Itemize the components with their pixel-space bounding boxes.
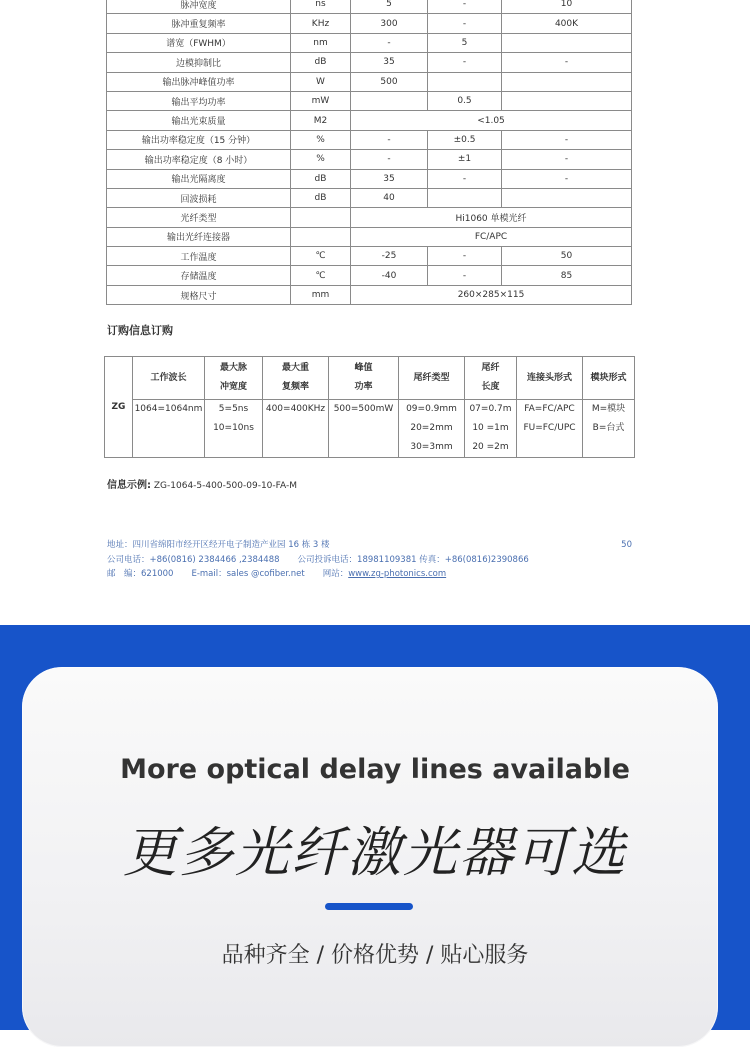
spec-unit: KHz — [291, 14, 351, 33]
spec-max — [502, 91, 632, 110]
spec-row — [107, 53, 632, 72]
spec-param: 光纤类型 — [107, 208, 291, 227]
spec-value-span: FC/APC — [351, 227, 632, 246]
order-option: 1064=1064nm — [134, 404, 203, 414]
order-header-connector: 连接头形式 — [517, 357, 583, 400]
spec-param: 输出脉冲峰值功率 — [107, 72, 291, 91]
footer-email: E-mail：sales @cofiber.net — [191, 569, 305, 579]
order-table — [104, 356, 635, 458]
spec-param: 脉冲宽度 — [107, 0, 291, 14]
spec-param: 输出平均功率 — [107, 91, 291, 110]
order-option: 07=0.7m — [469, 404, 512, 414]
order-wavelength — [133, 400, 205, 458]
spec-value-span: 260×285×115 — [351, 285, 632, 304]
spec-typ: 5 — [428, 33, 502, 52]
spec-param: 输出功率稳定度（8 小时） — [107, 150, 291, 169]
order-values-row — [105, 400, 635, 458]
order-pulse — [205, 400, 263, 458]
banner-title-cn: 更多光纤激光器可选 — [123, 821, 627, 884]
spec-typ: - — [428, 266, 502, 285]
spec-row — [107, 150, 632, 169]
footer-contact-row — [107, 567, 632, 582]
spec-param: 边模抑制比 — [107, 53, 291, 72]
banner-accent-bar — [325, 903, 413, 910]
spec-param: 工作温度 — [107, 247, 291, 266]
example-label: 信息示例: — [107, 480, 151, 491]
order-title: 订购信息订购 — [107, 324, 173, 337]
spec-row — [107, 111, 632, 130]
order-fiber-type — [399, 400, 465, 458]
banner-title-en: More optical delay lines available — [120, 754, 630, 785]
spec-param: 输出功率稳定度（15 分钟） — [107, 130, 291, 149]
footer-complaint: 公司投诉电话：18981109381 传真：+86(0816)2390866 — [297, 554, 529, 565]
spec-max: - — [502, 150, 632, 169]
spec-min: 5 — [351, 0, 428, 14]
spec-max: 85 — [502, 266, 632, 285]
spec-typ: - — [428, 247, 502, 266]
spec-min — [351, 91, 428, 110]
order-fiber-len — [465, 400, 517, 458]
footer-phone-row — [107, 553, 632, 568]
spec-min: 35 — [351, 53, 428, 72]
page-footer — [107, 538, 632, 582]
order-header-wavelength: 工作波长 — [133, 357, 205, 400]
spec-max: 10 — [502, 0, 632, 14]
order-option: 400=400KHz — [265, 404, 326, 414]
spec-unit: nm — [291, 33, 351, 52]
spec-typ: - — [428, 14, 502, 33]
spec-min: 40 — [351, 188, 428, 207]
order-example — [107, 476, 297, 491]
order-option: FA=FC/APC — [524, 404, 575, 414]
spec-unit: M2 — [291, 111, 351, 130]
spec-min: 500 — [351, 72, 428, 91]
spec-param: 脉冲重复频率 — [107, 14, 291, 33]
spec-row — [107, 72, 632, 91]
spec-unit: mW — [291, 91, 351, 110]
spec-row — [107, 227, 632, 246]
spec-unit — [291, 208, 351, 227]
spec-min: - — [351, 130, 428, 149]
order-header-row — [105, 357, 635, 400]
spec-row — [107, 14, 632, 33]
order-option: 20 =2m — [472, 442, 509, 452]
spec-typ — [428, 188, 502, 207]
spec-param: 输出光束质量 — [107, 111, 291, 130]
example-value: ZG-1064-5-400-500-09-10-FA-M — [153, 481, 297, 491]
banner-subtitle: 品种齐全 / 价格优势 / 贴心服务 — [221, 943, 529, 968]
spec-unit: ℃ — [291, 266, 351, 285]
spec-param: 存储温度 — [107, 266, 291, 285]
order-header-peak: 峰值功率 — [329, 357, 399, 400]
spec-row — [107, 188, 632, 207]
spec-unit: mm — [291, 285, 351, 304]
spec-max — [502, 33, 632, 52]
spec-min: - — [351, 150, 428, 169]
spec-row — [107, 247, 632, 266]
order-connector — [517, 400, 583, 458]
spec-typ: - — [428, 169, 502, 188]
order-header-fiber-type: 尾纤类型 — [399, 357, 465, 400]
page-number: 50 — [621, 540, 632, 550]
spec-max: 400K — [502, 14, 632, 33]
spec-unit: dB — [291, 53, 351, 72]
spec-unit: dB — [291, 169, 351, 188]
spec-value-span: <1.05 — [351, 111, 632, 130]
spec-min: -25 — [351, 247, 428, 266]
spec-param: 规格尺寸 — [107, 285, 291, 304]
spec-param: 输出光隔离度 — [107, 169, 291, 188]
spec-max: - — [502, 169, 632, 188]
spec-unit: % — [291, 150, 351, 169]
spec-max — [502, 72, 632, 91]
spec-row — [107, 130, 632, 149]
spec-typ: - — [428, 53, 502, 72]
spec-row — [107, 0, 632, 14]
spec-unit: W — [291, 72, 351, 91]
spec-typ: ±0.5 — [428, 130, 502, 149]
order-header-pulse: 最大脉冲宽度 — [205, 357, 263, 400]
spec-typ — [428, 72, 502, 91]
footer-website-link[interactable]: www.zg-photonics.com — [348, 569, 447, 579]
order-rep — [263, 400, 329, 458]
spec-min: - — [351, 33, 428, 52]
spec-unit — [291, 227, 351, 246]
order-header-fiber-len: 尾纤长度 — [465, 357, 517, 400]
spec-row — [107, 266, 632, 285]
spec-max: - — [502, 130, 632, 149]
footer-address: 地址：四川省绵阳市经开区经开电子制造产业园 16 栋 3 楼 — [107, 540, 330, 550]
spec-max: - — [502, 53, 632, 72]
order-option: 09=0.9mm — [406, 404, 457, 414]
spec-typ: ±1 — [428, 150, 502, 169]
spec-unit: ns — [291, 0, 351, 14]
order-header-module: 模块形式 — [583, 357, 635, 400]
spec-param: 输出光纤连接器 — [107, 227, 291, 246]
footer-postcode: 邮 编：621000 — [107, 569, 174, 579]
spec-value-span: Hi1060 单模光纤 — [351, 208, 632, 227]
spec-param: 回波损耗 — [107, 188, 291, 207]
spec-row — [107, 91, 632, 110]
spec-param: 谱宽（FWHM） — [107, 33, 291, 52]
spec-unit: % — [291, 130, 351, 149]
spec-row — [107, 285, 632, 304]
order-header-rep: 最大重复频率 — [263, 357, 329, 400]
spec-unit: ℃ — [291, 247, 351, 266]
spec-min: 300 — [351, 14, 428, 33]
order-prefix: ZG — [105, 357, 133, 458]
spec-min: -40 — [351, 266, 428, 285]
order-option: 500=500mW — [333, 404, 394, 414]
spec-typ: - — [428, 0, 502, 14]
footer-phone: 公司电话：+86(0816) 2384466 ,2384488 — [107, 554, 280, 565]
spec-max: 50 — [502, 247, 632, 266]
order-option: 30=3mm — [410, 442, 453, 452]
spec-table — [106, 0, 632, 305]
order-option: 10=10ns — [213, 423, 254, 433]
order-option: 10 =1m — [472, 423, 509, 433]
spec-min: 35 — [351, 169, 428, 188]
order-option: B=台式 — [592, 423, 625, 433]
order-option: 20=2mm — [410, 423, 453, 433]
footer-website-label: 网站： — [322, 569, 349, 579]
spec-row — [107, 33, 632, 52]
order-module — [583, 400, 635, 458]
order-option: 5=5ns — [218, 404, 249, 414]
order-option: FU=FC/UPC — [523, 423, 576, 433]
spec-row — [107, 208, 632, 227]
spec-typ: 0.5 — [428, 91, 502, 110]
spec-unit: dB — [291, 188, 351, 207]
order-option: M=模块 — [591, 404, 626, 414]
spec-table-body — [107, 0, 632, 305]
order-peak — [329, 400, 399, 458]
spec-max — [502, 188, 632, 207]
spec-row — [107, 169, 632, 188]
